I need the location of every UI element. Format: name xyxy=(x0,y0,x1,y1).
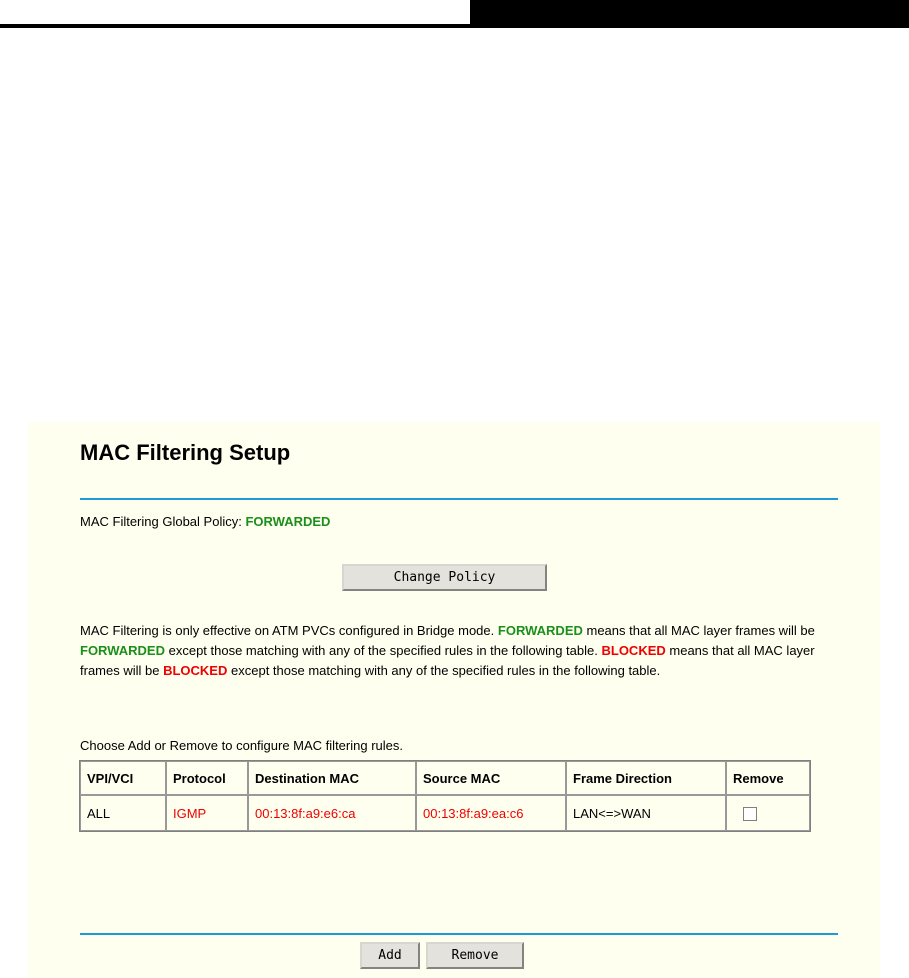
document-header-rule xyxy=(0,24,909,28)
table-header-row xyxy=(80,761,810,795)
change-policy-button[interactable]: Change Policy xyxy=(342,564,547,591)
column-header-remove: Remove xyxy=(726,761,810,795)
forwarded-keyword: FORWARDED xyxy=(497,623,583,638)
column-header-frame-direction: Frame Direction xyxy=(566,761,726,795)
remove-checkbox[interactable] xyxy=(743,807,757,821)
global-policy-label: MAC Filtering Global Policy: xyxy=(80,514,242,529)
add-button[interactable]: Add xyxy=(360,942,420,969)
forwarded-keyword: FORWARDED xyxy=(80,643,165,658)
policy-description xyxy=(80,621,850,681)
column-header-destination-mac: Destination MAC xyxy=(248,761,416,795)
mac-filter-rules-table xyxy=(79,760,811,832)
description-text: means that all MAC layer frames will be xyxy=(80,643,815,678)
cell-protocol: IGMP xyxy=(166,795,248,831)
description-text: except those matching with any of the specified rules in the following table. xyxy=(168,643,598,658)
title-divider xyxy=(80,498,838,500)
global-policy-value: FORWARDED xyxy=(245,514,331,529)
cell-frame-direction: LAN<=>WAN xyxy=(566,795,726,831)
description-text: means that all MAC layer frames will be xyxy=(586,623,815,638)
global-policy-line xyxy=(80,514,330,529)
instruction-text: Choose Add or Remove to configure MAC filtering rules. xyxy=(80,738,403,753)
cell-source-mac: 00:13:8f:a9:ea:c6 xyxy=(416,795,566,831)
cell-remove xyxy=(726,795,810,831)
document-header-bar xyxy=(470,0,909,24)
footer-divider xyxy=(80,933,838,935)
remove-button[interactable]: Remove xyxy=(426,942,524,969)
description-text: MAC Filtering is only effective on ATM PVCs configured in Bridge mode. xyxy=(80,623,495,638)
blocked-keyword: BLOCKED xyxy=(601,643,666,658)
column-header-source-mac: Source MAC xyxy=(416,761,566,795)
blocked-keyword: BLOCKED xyxy=(163,663,228,678)
table-row xyxy=(80,795,810,831)
page-title: MAC Filtering Setup xyxy=(80,440,291,465)
mac-filtering-panel xyxy=(28,422,880,978)
column-header-protocol: Protocol xyxy=(166,761,248,795)
column-header-vpi-vci: VPI/VCI xyxy=(80,761,166,795)
description-text: except those matching with any of the specified rules in the following table. xyxy=(231,663,661,678)
cell-vpi-vci: ALL xyxy=(80,795,166,831)
cell-destination-mac: 00:13:8f:a9:e6:ca xyxy=(248,795,416,831)
